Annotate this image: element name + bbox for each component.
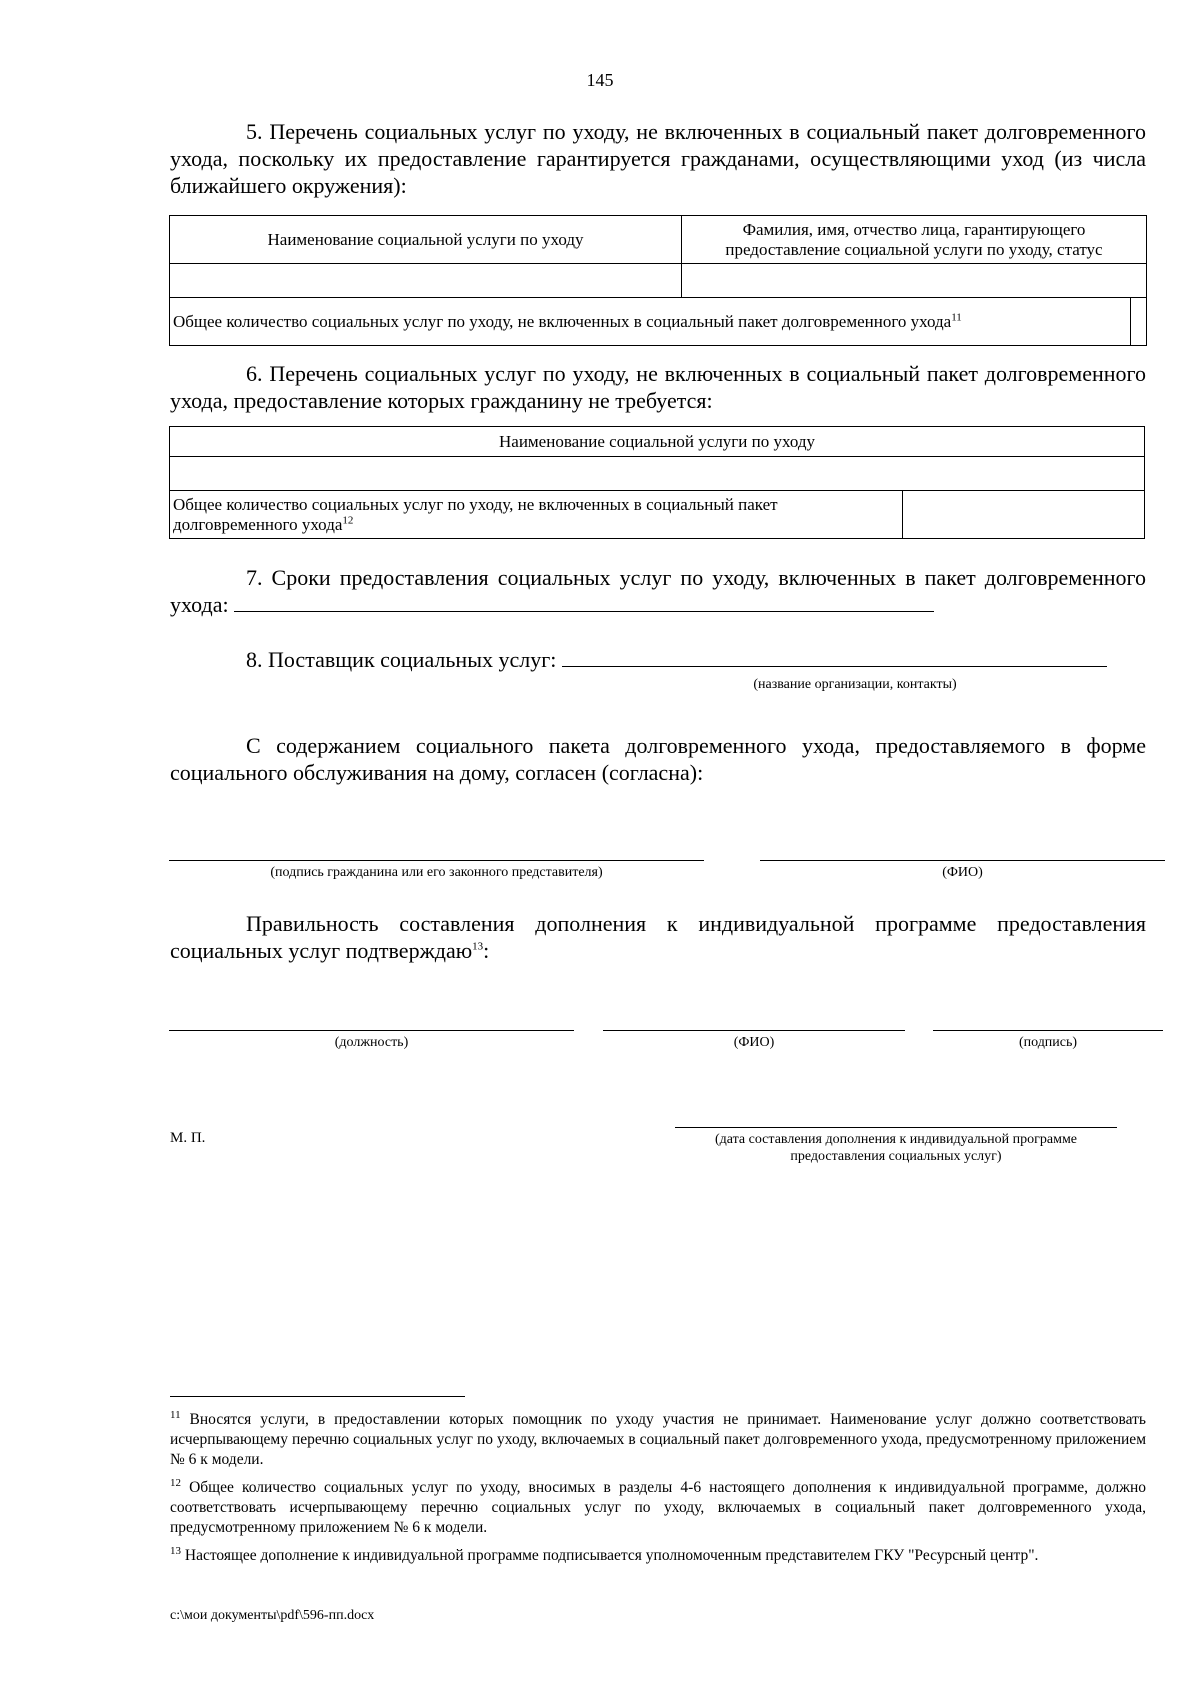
section-6-table	[169, 426, 1145, 539]
confirm-fio-line	[603, 1030, 905, 1031]
table5-total-label: Общее количество социальных услуг по уходу, не включенных в социальный пакет долговременного ухода$^{11}$	[170, 298, 1131, 346]
footnote-12: $^{12}$ Общее количество социальных услуг по уходу, вносимых в разделы 4-6 настоящего дополнения к индивидуальной программе, должно соответствовать исчерпывающему перечню социальных услуг по уходу, включаемых в социальный пакет долговременного ухода, предусмотренному приложением № 6 к модели.	[170, 1476, 1147, 1536]
date-caption: (дата составления дополнения к индивидуальной программе предоставления социальных услуг)	[714, 1132, 1078, 1164]
date-line	[675, 1127, 1117, 1128]
section-5-text: 5. Перечень социальных услуг по уходу, не включенных в социальный пакет долговременного ухода, поскольку их предоставление гарантируется гражданами, осуществляющими уход (из числа ближайшего окружения):	[170, 119, 1146, 198]
section-8-blank-line	[562, 646, 1107, 667]
table5-header-service: Наименование социальной услуги по уходу	[170, 216, 682, 264]
table5-empty-cell	[170, 264, 682, 298]
table6-total-value	[903, 491, 1145, 539]
consent-text: С содержанием социального пакета долговременного ухода, предоставляемого в форме социального обслуживания на дому, согласен (согласна):	[170, 733, 1146, 785]
footnote-separator	[170, 1396, 465, 1397]
section-6-text: 6. Перечень социальных услуг по уходу, не включенных в социальный пакет долговременного ухода, предоставление которых гражданину не требуется:	[170, 361, 1146, 413]
fio-line	[760, 860, 1165, 861]
confirm-signature-line	[933, 1030, 1163, 1031]
section-7-text: 7. Сроки предоставления социальных услуг по уходу, включенных в пакет долговременного ухода:	[170, 565, 1146, 617]
section-5-table	[169, 215, 1147, 346]
section-7-blank-line	[234, 591, 934, 612]
fio-caption: (ФИО)	[942, 865, 983, 880]
section-8-caption: (название организации, контакты)	[753, 677, 957, 692]
footnote-11: $^{11}$ Вносятся услуги, в предоставлении которых помощник по уходу участия не принимает. Наименование услуг должно соответствовать исчерпывающему перечню социальных услуг по уходу, включаемых в социальный пакет долговременного ухода, предусмотренному приложением № 6 к модели.	[170, 1408, 1146, 1468]
confirm-text: Правильность составления дополнения к индивидуальной программе предоставления социальных услуг подтверждаю$^{13}$:	[170, 911, 1146, 963]
footnote-13: $^{13}$ Настоящее дополнение к индивидуальной программе подписывается уполномоченным представителем ГКУ "Ресурсный центр".	[170, 1544, 1039, 1564]
signature-caption: (подпись гражданина или его законного представителя)	[270, 865, 603, 880]
confirm-signature-caption: (подпись)	[1018, 1035, 1078, 1050]
table5-total-value	[1131, 298, 1147, 346]
position-caption: (должность)	[334, 1035, 409, 1050]
stamp-place: М. П.	[170, 1130, 206, 1146]
table6-empty-cell	[170, 457, 1145, 491]
table6-total-label: Общее количество социальных услуг по уходу, не включенных в социальный пакет долговременного ухода$^{12}$	[170, 491, 903, 539]
position-line	[169, 1030, 574, 1031]
file-path: c:\мои документы\pdf\596-пп.docx	[170, 1608, 375, 1623]
section-8-text: 8. Поставщик социальных услуг:	[170, 646, 1146, 673]
table5-empty-cell	[682, 264, 1147, 298]
signature-line	[169, 860, 704, 861]
table6-header-service: Наименование социальной услуги по уходу	[170, 427, 1145, 457]
confirm-fio-caption: (ФИО)	[733, 1035, 775, 1050]
page-number: 145	[586, 70, 614, 90]
table5-header-person: Фамилия, имя, отчество лица, гарантирующего предоставление социальной услуги по уходу, статус	[682, 216, 1147, 264]
